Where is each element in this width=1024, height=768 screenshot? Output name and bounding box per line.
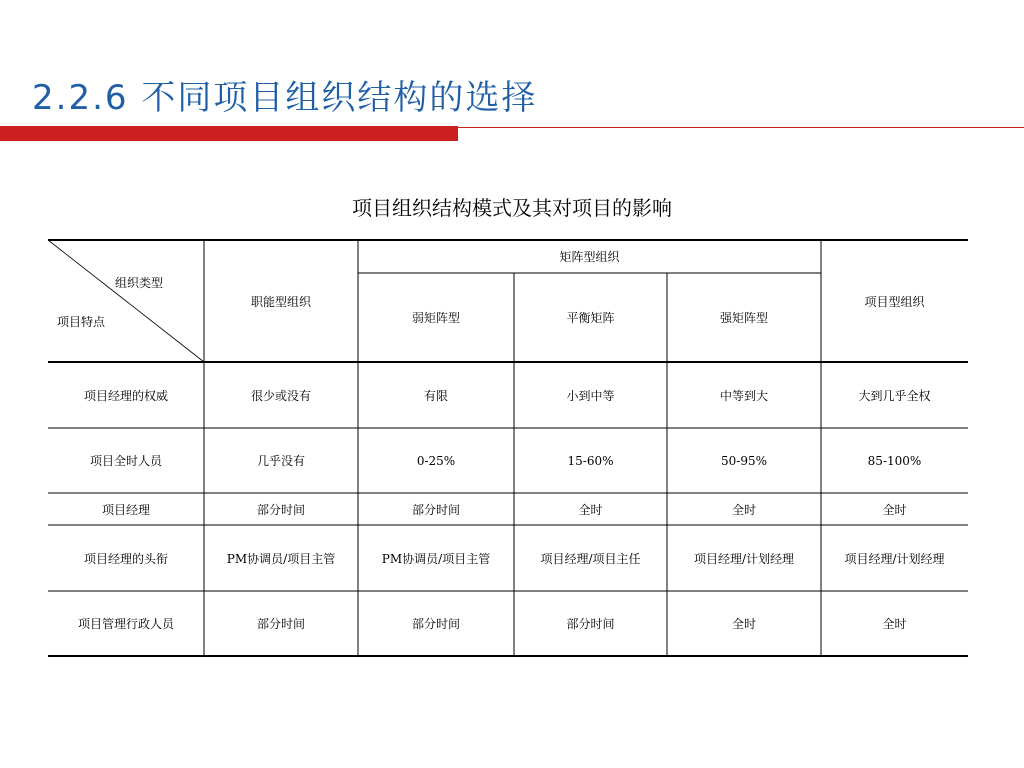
row-label: 项目经理的头衔 — [83, 551, 168, 566]
row-label: 项目经理 — [101, 502, 150, 517]
row-label: 项目经理的权威 — [83, 388, 168, 403]
header-strong-matrix: 强矩阵型 — [719, 311, 768, 325]
table-cell: 部分时间 — [411, 617, 460, 631]
table-cell: 全时 — [578, 502, 603, 517]
corner-project-feature-label: 项目特点 — [57, 315, 106, 329]
table-cell: 部分时间 — [256, 617, 305, 631]
table-cell: 部分时间 — [256, 502, 305, 517]
table-cell: 很少或没有 — [250, 388, 311, 403]
table-cell: 大到几乎全权 — [858, 388, 931, 403]
corner-org-type-label: 组织类型 — [115, 276, 164, 290]
table-cell: 全时 — [731, 502, 756, 517]
table-cell: 有限 — [423, 388, 448, 403]
table-cell: PM协调员/项目主管 — [226, 551, 336, 566]
table-cell: 50-95% — [721, 453, 767, 468]
header-projectized: 项目型组织 — [864, 294, 925, 309]
table-cell: 项目经理/项目主任 — [540, 551, 641, 566]
table-cell: 全时 — [882, 617, 907, 631]
table-cell: 0-25% — [416, 453, 456, 468]
row-label: 项目管理行政人员 — [77, 617, 174, 631]
table-cell: 部分时间 — [411, 502, 460, 517]
table-cell: 中等到大 — [719, 388, 768, 403]
table-cell: 全时 — [731, 617, 756, 631]
table-cell: 项目经理/计划经理 — [693, 551, 795, 566]
table-cell: 项目经理/计划经理 — [844, 551, 945, 566]
table-cell: 全时 — [882, 502, 907, 517]
table-caption: 项目组织结构模式及其对项目的影响 — [352, 196, 672, 220]
table-cell: 小到中等 — [566, 388, 615, 403]
header-weak-matrix: 弱矩阵型 — [411, 311, 460, 325]
table-cell: 15-60% — [567, 453, 614, 468]
table-cell: 部分时间 — [566, 617, 615, 631]
table-cell: 85-100% — [867, 453, 922, 468]
slide-title: 2.2.6 不同项目组织结构的选择 — [32, 78, 538, 118]
table-cell: PM协调员/项目主管 — [381, 551, 491, 566]
table-cell: 几乎没有 — [256, 454, 305, 468]
header-matrix: 矩阵型组织 — [559, 250, 620, 264]
row-label: 项目全时人员 — [89, 454, 162, 468]
header-functional: 职能型组织 — [250, 294, 311, 309]
header-balanced-matrix: 平衡矩阵 — [566, 311, 615, 325]
